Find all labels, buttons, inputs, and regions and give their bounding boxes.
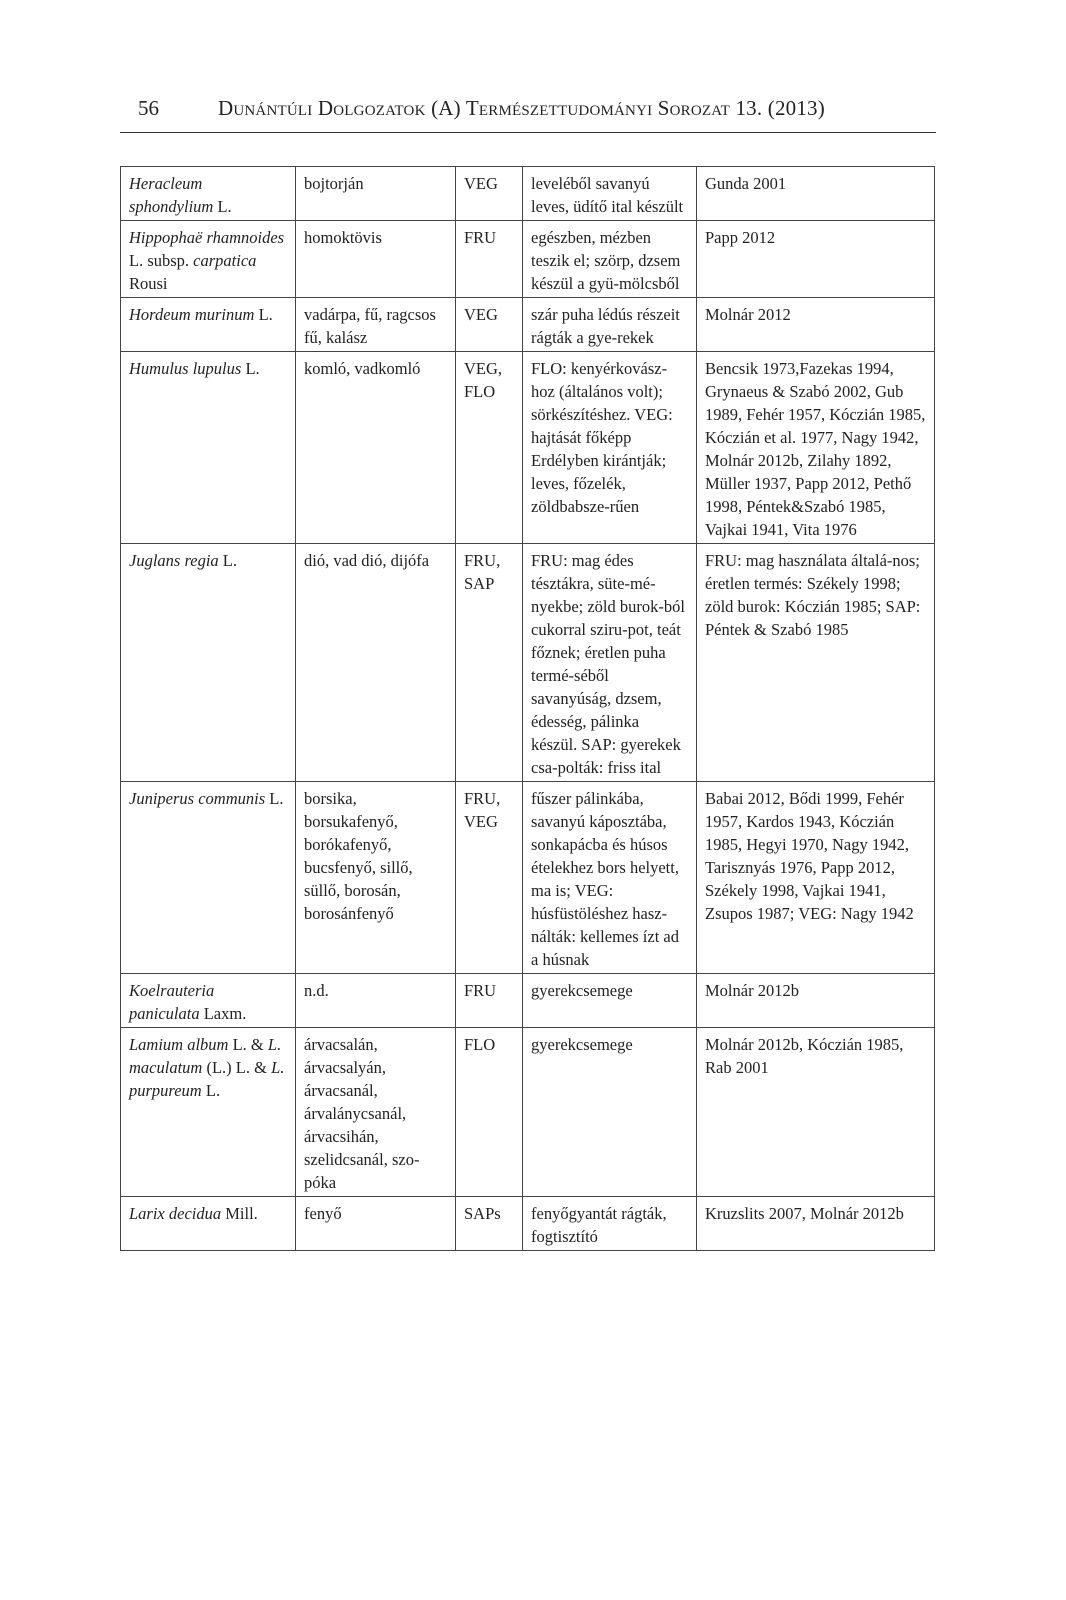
names-cell: homoktövis xyxy=(296,221,456,298)
table-row xyxy=(121,352,935,544)
names-cell: komló, vadkomló xyxy=(296,352,456,544)
names-cell: dió, vad dió, dijófa xyxy=(296,544,456,782)
table-row xyxy=(121,298,935,352)
names-cell: borsika, borsukafenyő, borókafenyő, bucsfenyő, sillő, süllő, borosán, borosánfenyő xyxy=(296,782,456,974)
sources-cell: Babai 2012, Bődi 1999, Fehér 1957, Kardos 1943, Kóczián 1985, Hegyi 1970, Nagy 1942, Tarisznyás 1976, Papp 2012, Székely 1998, Vajkai 1941, Zsupos 1987; VEG: Nagy 1942 xyxy=(697,782,935,974)
names-cell: n.d. xyxy=(296,974,456,1028)
species-cell: Koelrauteria paniculata Laxm. xyxy=(121,974,296,1028)
use-cell: VEG xyxy=(456,298,523,352)
use-cell: FLO xyxy=(456,1028,523,1197)
sources-cell: Kruzslits 2007, Molnár 2012b xyxy=(697,1197,935,1251)
description-cell: gyerekcsemege xyxy=(523,1028,697,1197)
sources-cell: Molnár 2012b xyxy=(697,974,935,1028)
table-row xyxy=(121,1197,935,1251)
description-cell: leveléből savanyú leves, üdítő ital készült xyxy=(523,167,697,221)
description-cell: szár puha lédús részeit rágták a gye-rekek xyxy=(523,298,697,352)
page-header xyxy=(120,92,936,133)
description-cell: fűszer pálinkába, savanyú káposztába, sonkapácba és húsos ételekhez bors helyett, ma is; VEG: húsfüstöléshez hasz-nálták: kellemes ízt ad a húsnak xyxy=(523,782,697,974)
table-row xyxy=(121,1028,935,1197)
sources-cell: Gunda 2001 xyxy=(697,167,935,221)
sources-cell: Molnár 2012b, Kóczián 1985, Rab 2001 xyxy=(697,1028,935,1197)
species-cell: Hordeum murinum L. xyxy=(121,298,296,352)
use-cell: VEG, FLO xyxy=(456,352,523,544)
sources-cell: Molnár 2012 xyxy=(697,298,935,352)
sources-cell: Papp 2012 xyxy=(697,221,935,298)
running-title: Dunántúli Dolgozatok (A) Természettudományi Sorozat 13. (2013) xyxy=(218,96,825,120)
description-cell: FLO: kenyérkovász-hoz (általános volt); sörkészítéshez. VEG: hajtását főképp Erdélyben kirántják; leves, főzelék, zöldbabsze-rűen xyxy=(523,352,697,544)
use-cell: VEG xyxy=(456,167,523,221)
species-cell: Larix decidua Mill. xyxy=(121,1197,296,1251)
species-cell: Juniperus communis L. xyxy=(121,782,296,974)
species-cell: Humulus lupulus L. xyxy=(121,352,296,544)
table-row xyxy=(121,782,935,974)
description-cell: egészben, mézben teszik el; szörp, dzsem készül a gyü-mölcsből xyxy=(523,221,697,298)
description-cell: gyerekcsemege xyxy=(523,974,697,1028)
description-cell: FRU: mag édes tésztákra, süte-mé-nyekbe; zöld burok-ból cukorral sziru-pot, teát főznek; éretlen puha termé-séből savanyúság, dzsem, édesség, pálinka készül. SAP: gyerekek csa-polták: friss ital xyxy=(523,544,697,782)
species-cell: Heracleum sphondylium L. xyxy=(121,167,296,221)
use-cell: FRU xyxy=(456,974,523,1028)
description-cell: fenyőgyantát rágták, fogtisztító xyxy=(523,1197,697,1251)
species-cell: Hippophaë rhamnoides L. subsp. carpatica Rousi xyxy=(121,221,296,298)
use-cell: FRU, VEG xyxy=(456,782,523,974)
table-row xyxy=(121,167,935,221)
table-row xyxy=(121,974,935,1028)
sources-cell: Bencsik 1973,Fazekas 1994, Grynaeus & Szabó 2002, Gub 1989, Fehér 1957, Kóczián 1985, Kóczián et al. 1977, Nagy 1942, Molnár 2012b, Zilahy 1892, Müller 1937, Papp 2012, Pethő 1998, Péntek&Szabó 1985, Vajkai 1941, Vita 1976 xyxy=(697,352,935,544)
species-cell: Lamium album L. & L. maculatum (L.) L. & L. purpureum L. xyxy=(121,1028,296,1197)
names-cell: vadárpa, fű, ragcsos fű, kalász xyxy=(296,298,456,352)
page-number: 56 xyxy=(138,96,159,120)
table-row xyxy=(121,221,935,298)
table-row xyxy=(121,544,935,782)
names-cell: fenyő xyxy=(296,1197,456,1251)
species-cell: Juglans regia L. xyxy=(121,544,296,782)
names-cell: bojtorján xyxy=(296,167,456,221)
names-cell: árvacsalán, árvacsalyán, árvacsanál, árvalánycsanál, árvacsihán, szelidcsanál, szo-póka xyxy=(296,1028,456,1197)
sources-cell: FRU: mag használata általá-nos; éretlen termés: Székely 1998; zöld burok: Kóczián 1985; SAP: Péntek & Szabó 1985 xyxy=(697,544,935,782)
use-cell: FRU xyxy=(456,221,523,298)
plant-use-table xyxy=(120,166,935,1251)
use-cell: SAPs xyxy=(456,1197,523,1251)
use-cell: FRU, SAP xyxy=(456,544,523,782)
